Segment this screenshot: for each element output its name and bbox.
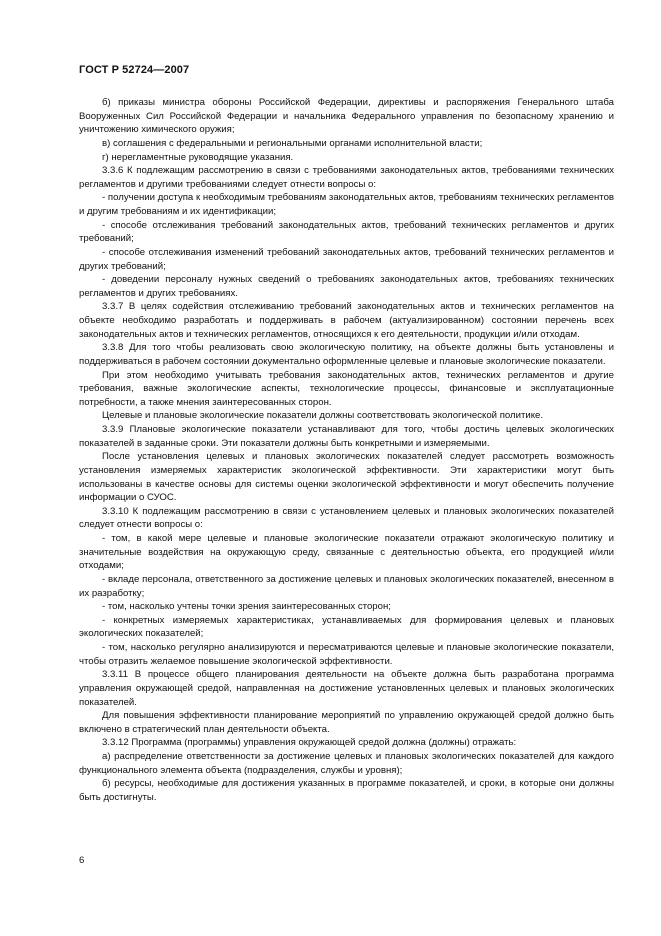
paragraph: - том, насколько регулярно анализируются и пересматриваются целевые и плановые экологические показатели, чтобы отразить желаемое повышение экологической эффективности. [79, 642, 614, 667]
paragraph: Целевые и плановые экологические показатели должны соответствовать экологической политике. [102, 410, 544, 422]
paragraph: - доведении персоналу нужных сведений о требованиях законодательных актов, требованиях технических регламентов и других требованиях. [79, 274, 614, 299]
paragraph: 3.3.10 К подлежащим рассмотрению в связи с установлением целевых и плановых экологических показателей следует отнести вопросы о: [79, 505, 614, 531]
paragraph: б) ресурсы, необходимые для достижения указанных в программе показателей, и сроки, в которые они должны быть достигнуты. [79, 778, 614, 803]
paragraph: - способе отслеживания изменений требований законодательных актов, требований технических регламентов и других требований; [79, 246, 614, 272]
page-number: 6 [79, 855, 85, 866]
paragraph: 3.3.12 Программа (программы) управления окружающей средой должна (должны) отражать: [102, 737, 517, 749]
paragraph: - том, в какой мере целевые и плановые экологические показатели отражают экологическую политику и значительные воздействия на окружающую среду, связанные с деятельностью объекта, его продукцией и/или отходами; [79, 533, 614, 572]
paragraph: Для повышения эффективности планирование мероприятий по управлению окружающей средой должно быть включено в стратегический план деятельности объекта. [79, 710, 614, 735]
paragraph: б) приказы министра обороны Российской Федерации, директивы и распоряжения Генерального штаба Вооруженных Сил Российской Федерации и начальника Федерального управления по безопасному хранению и уничтожению химического оружия; [79, 97, 614, 136]
page-header-standard-code: ГОСТ Р 52724—2007 [79, 64, 190, 76]
paragraph: 3.3.8 Для того чтобы реализовать свою экологическую политику, на объекте должны быть установлены и поддерживаться в рабочем состоянии документально оформленные целевые и плановые экологические показатели. [79, 342, 614, 367]
paragraph: 3.3.11 В процессе общего планирования деятельности на объекте должна быть разработана программа управления окружающей средой, направленная на достижение установленных целевых и плановых экологических показателей. [79, 669, 614, 708]
paragraph: 3.3.7 В целях содействия отслеживанию требований законодательных актов и технических регламентов на объекте необходимо разработать и поддерживать в рабочем (актуализированном) состоянии перечень всех законодательных актов и технических регламентов, относящихся к его деятельности, продукции и/или отходам. [79, 301, 614, 340]
paragraph: - способе отслеживания требований законодательных актов, требований технических регламентов и других требований; [79, 219, 614, 245]
paragraph: При этом необходимо учитывать требования законодательных актов, технических регламентов и другие требования, важные экологические аспекты, технологические процессы, финансовые и эксплуатационные потребности, а также мнения заинтересованных сторон. [79, 369, 614, 408]
paragraph: г) нерегламентные руководящие указания. [102, 151, 294, 163]
paragraph: в) соглашения с федеральными и региональными органами исполнительной власти; [102, 137, 483, 149]
paragraph: - получении доступа к необходимым требованиям законодательных актов, требованиям технических регламентов и другим требованиям и их идентификации; [79, 192, 614, 217]
paragraph: а) распределение ответственности за достижение целевых и плановых экологических показателей для каждого функционального элемента объекта (подразделения, службы и уровня); [79, 751, 614, 776]
paragraph: - конкретных измеряемых характеристиках, устанавливаемых для формирования целевых и плановых экологических показателей; [79, 614, 614, 640]
paragraph: - том, насколько учтены точки зрения заинтересованных сторон; [102, 601, 391, 613]
document-body [79, 96, 614, 805]
paragraph: 3.3.6 К подлежащим рассмотрению в связи с требованиями законодательных актов, требованиями технических регламентов и другими требованиями следует отнести вопросы о: [79, 165, 614, 190]
paragraph: После установления целевых и плановых экологических показателей следует рассмотреть возможность установления измеряемых характеристик экологической эффективности. Эти характеристики могут быть использованы в качестве основы для системы оценки экологической эффективности и могут обеспечить получение информации о СУОС. [79, 451, 614, 504]
paragraph: 3.3.9 Плановые экологические показатели устанавливают для того, чтобы достичь целевых экологических показателей в заданные сроки. Эти показатели должны быть конкретными и измеряемыми. [79, 424, 614, 449]
paragraph: - вкладе персонала, ответственного за достижение целевых и плановых экологических показателей, внесенном в их разработку; [79, 573, 614, 599]
